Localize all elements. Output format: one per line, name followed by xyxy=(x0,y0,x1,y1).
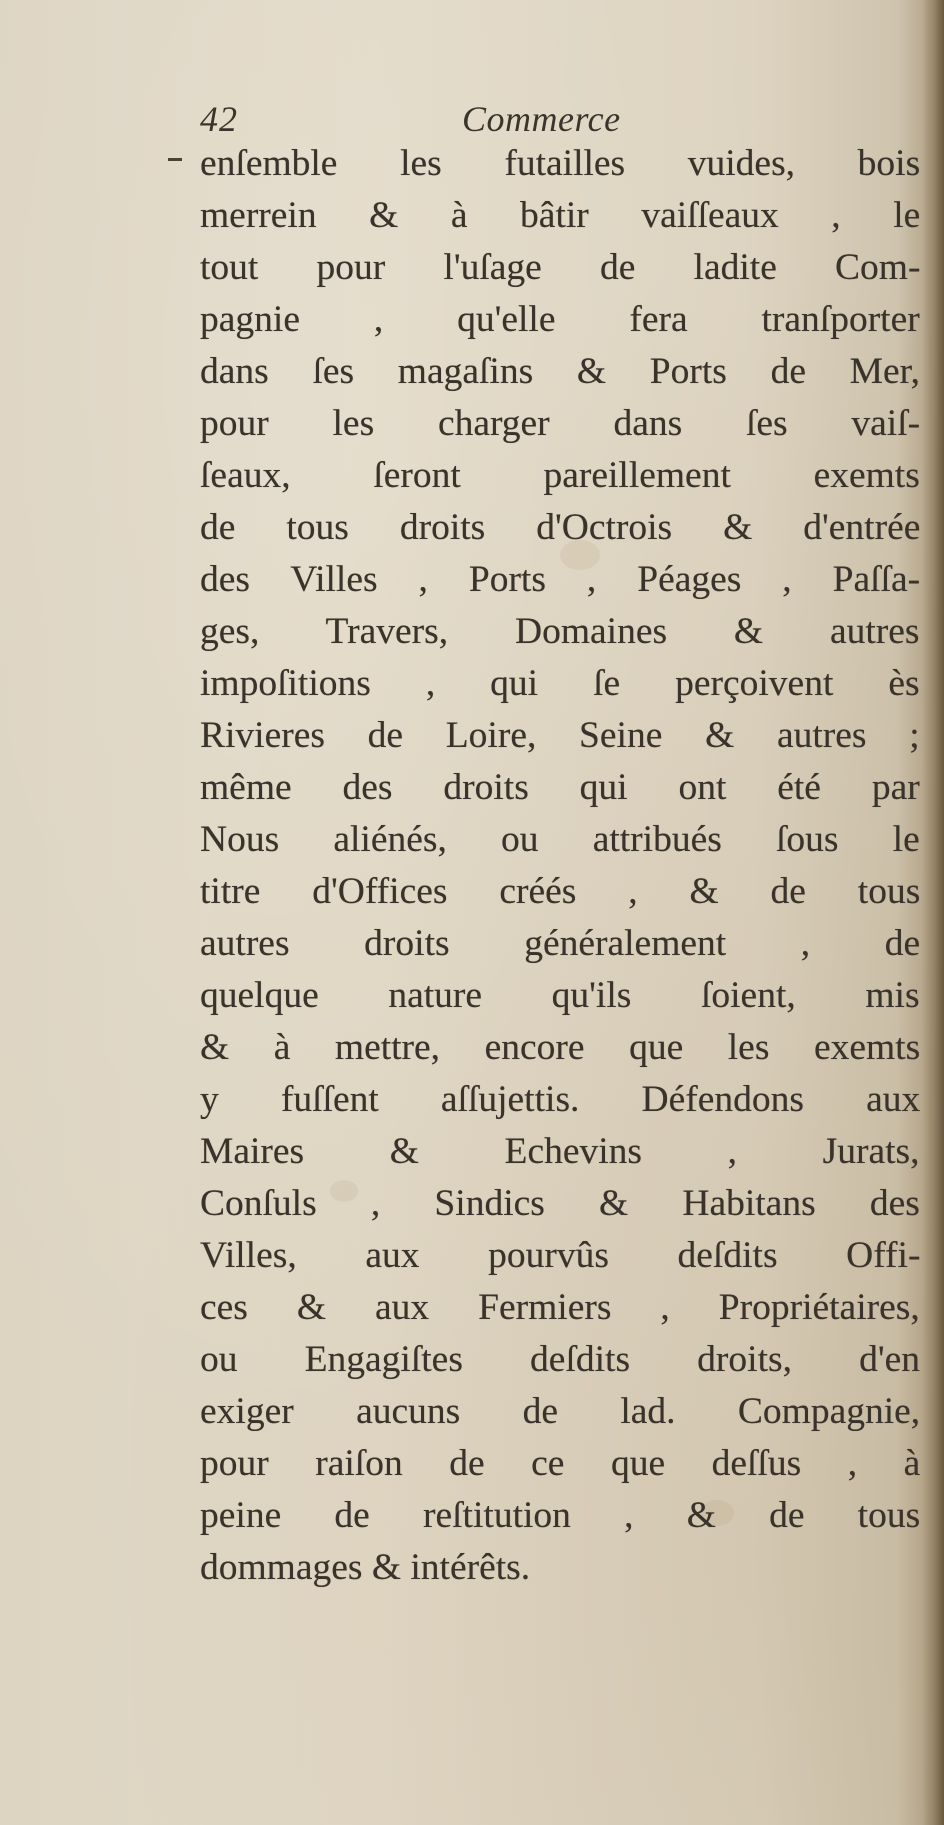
text-line: pour raiſon de ce que deſſus , à xyxy=(200,1443,921,1484)
text-line: ges, Travers, Domaines & autres xyxy=(200,611,920,652)
text-line: ſeaux, ſeront pareillement exemts xyxy=(200,455,920,496)
text-line: enſemble les futailles vuides, bois xyxy=(200,143,921,184)
text-line: ou Engagiſtes deſdits droits, d'en xyxy=(200,1339,920,1380)
text-line: impoſitions , qui ſe perçoivent ès xyxy=(200,663,920,704)
text-line: Rivieres de Loire, Seine & autres ; xyxy=(200,715,920,756)
text-line: merrein & à bâtir vaiſſeaux , le xyxy=(200,195,921,236)
text-line: dans ſes magaſins & Ports de Mer, xyxy=(200,351,921,392)
text-line: Maires & Echevins , Jurats, xyxy=(200,1131,920,1172)
running-head: Commerce xyxy=(462,99,621,139)
text-line: exiger aucuns de lad. Compagnie, xyxy=(200,1391,921,1432)
text-line: titre d'Offices créés , & de tous xyxy=(200,871,921,912)
text-line: pagnie , qu'elle fera tranſporter xyxy=(200,299,920,340)
text-line: des Villes , Ports , Péages , Paſſa- xyxy=(200,559,921,600)
body-text xyxy=(200,140,940,1600)
text-line: même des droits qui ont été par xyxy=(200,767,920,808)
text-line: de tous droits d'Octrois & d'entrée xyxy=(200,507,921,548)
text-line: dommages & intérêts. xyxy=(200,1547,531,1588)
text-line: y fuſſent aſſujettis. Défendons aux xyxy=(200,1079,921,1120)
text-line: Conſuls , Sindics & Habitans des xyxy=(200,1183,920,1224)
text-line: autres droits généralement , de xyxy=(200,923,921,964)
text-line: Nous aliénés, ou attribués ſous le xyxy=(200,819,920,860)
text-line: Villes, aux pourvûs deſdits Offi- xyxy=(200,1235,921,1276)
margin-dash-mark xyxy=(168,158,182,161)
text-line: pour les charger dans ſes vaiſ- xyxy=(200,403,921,444)
text-line: & à mettre, encore que les exemts xyxy=(200,1027,921,1068)
page-number: 42 xyxy=(200,99,238,139)
text-line: peine de reſtitution , & de tous xyxy=(200,1495,921,1536)
text-line: tout pour l'uſage de ladite Com- xyxy=(200,247,921,288)
text-line: ces & aux Fermiers , Propriétaires, xyxy=(200,1287,920,1328)
text-line: quelque nature qu'ils ſoient, mis xyxy=(200,975,920,1016)
